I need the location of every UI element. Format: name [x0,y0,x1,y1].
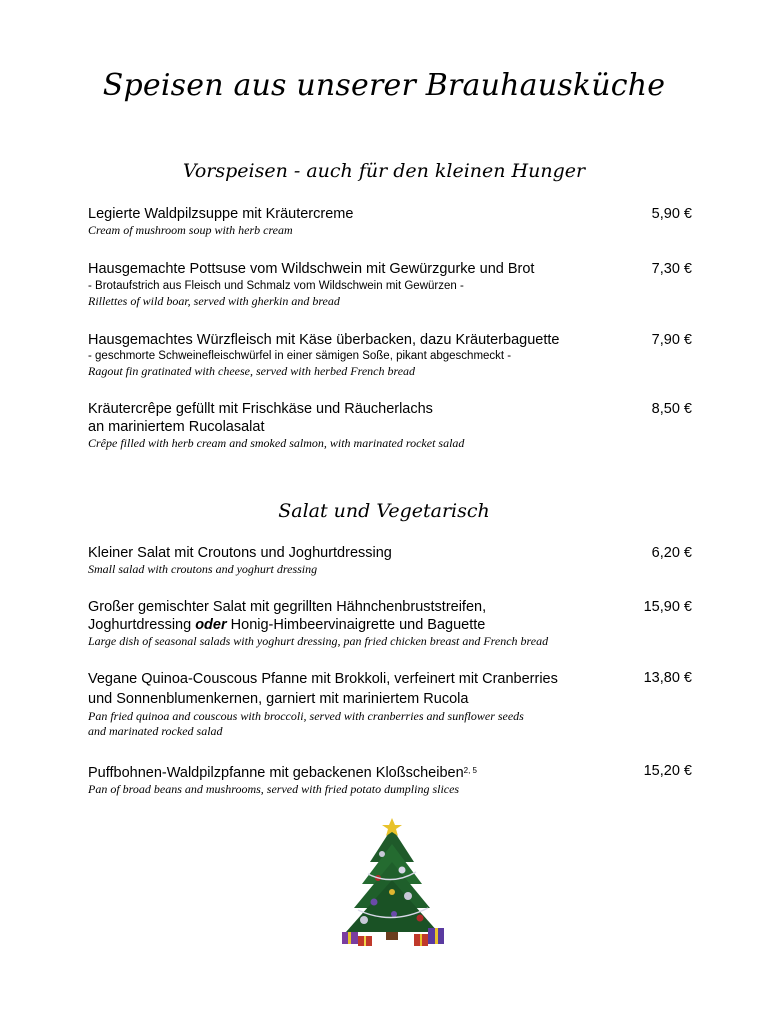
dish-price: 13,80 € [643,670,692,686]
dish-name: Kleiner Salat mit Croutons und Joghurtdressing [88,545,392,561]
dish-price: 8,50 € [651,401,692,417]
dish-name-emphasis: oder [195,617,227,633]
dish-english-line: Pan fried quinoa and couscous with broccoli, served with cranberries and sunflower seeds [88,709,524,723]
section-heading-vorspeisen: Vorspeisen - auch für den kleinen Hunger [182,160,586,182]
menu-item [88,598,692,649]
dish-name: Hausgemachte Pottsuse vom Wildschwein mit Gewürzgurke und Brot [88,261,535,277]
dish-name-line: Großer gemischter Salat mit gegrillten Hähnchenbruststreifen, [88,599,487,615]
menu-item [88,400,692,451]
dish-english: Large dish of seasonal salads with yoghurt dressing, pan fried chicken breast and French bread [88,634,549,648]
menu-item [88,544,692,577]
dish-english-line: and marinated rocked salad [88,724,223,738]
menu-item [88,331,692,379]
section-heading-salat: Salat und Vegetarisch [278,500,490,522]
menu-item [88,762,692,797]
dish-name-line [88,616,692,634]
menu-item [88,260,692,309]
dish-name-line: Kräutercrêpe gefüllt mit Frischkäse und Räucherlachs [88,401,433,417]
dish-name: Legierte Waldpilzsuppe mit Kräutercreme [88,206,354,222]
dish-price: 15,90 € [643,599,692,615]
menu-item [88,205,692,238]
dish-note: - Brotaufstrich aus Fleisch und Schmalz vom Wildschwein mit Gewürzen - [88,280,464,292]
dish-name-line: und Sonnenblumenkernen, garniert mit mariniertem Rucola [88,691,469,707]
dish-name-part: Joghurtdressing [88,617,196,633]
dish-name: Hausgemachtes Würzfleisch mit Käse überbacken, dazu Kräuterbaguette [88,332,560,348]
dish-price: 6,20 € [651,545,692,561]
dish-english: Cream of mushroom soup with herb cream [88,223,293,237]
dish-name-text: Puffbohnen-Waldpilzpfanne mit gebackenen Kloßscheiben [88,765,464,781]
page-title: Speisen aus unserer Brauhausküche [102,68,666,103]
dish-note: - geschmorte Schweinefleischwürfel in einer sämigen Soße, pikant abgeschmeckt - [88,350,512,362]
menu-item [88,669,692,739]
dish-name-part: Honig-Himbeervinaigrette und Baguette [226,617,486,633]
dish-english: Pan of broad beans and mushrooms, served with fried potato dumpling slices [88,782,460,796]
dish-english: Rillettes of wild boar, served with gherkin and bread [88,294,340,308]
dish-price: 7,30 € [651,261,692,277]
dish-name-line: an mariniertem Rucolasalat [88,419,265,435]
dish-name-line: Vegane Quinoa-Couscous Pfanne mit Brokkoli, verfeinert mit Cranberries [88,671,558,687]
dish-name [88,762,692,782]
dish-price: 7,90 € [651,332,692,348]
footnote-marker: 2, 5 [463,766,477,775]
dish-english: Small salad with croutons and yoghurt dressing [88,562,318,576]
dish-price: 15,20 € [643,763,692,779]
dish-price: 5,90 € [651,206,692,222]
christmas-tree-icon [334,814,450,950]
dish-english: Crêpe filled with herb cream and smoked salmon, with marinated rocket salad [88,436,465,450]
dish-english: Ragout fin gratinated with cheese, served with herbed French bread [88,364,416,378]
